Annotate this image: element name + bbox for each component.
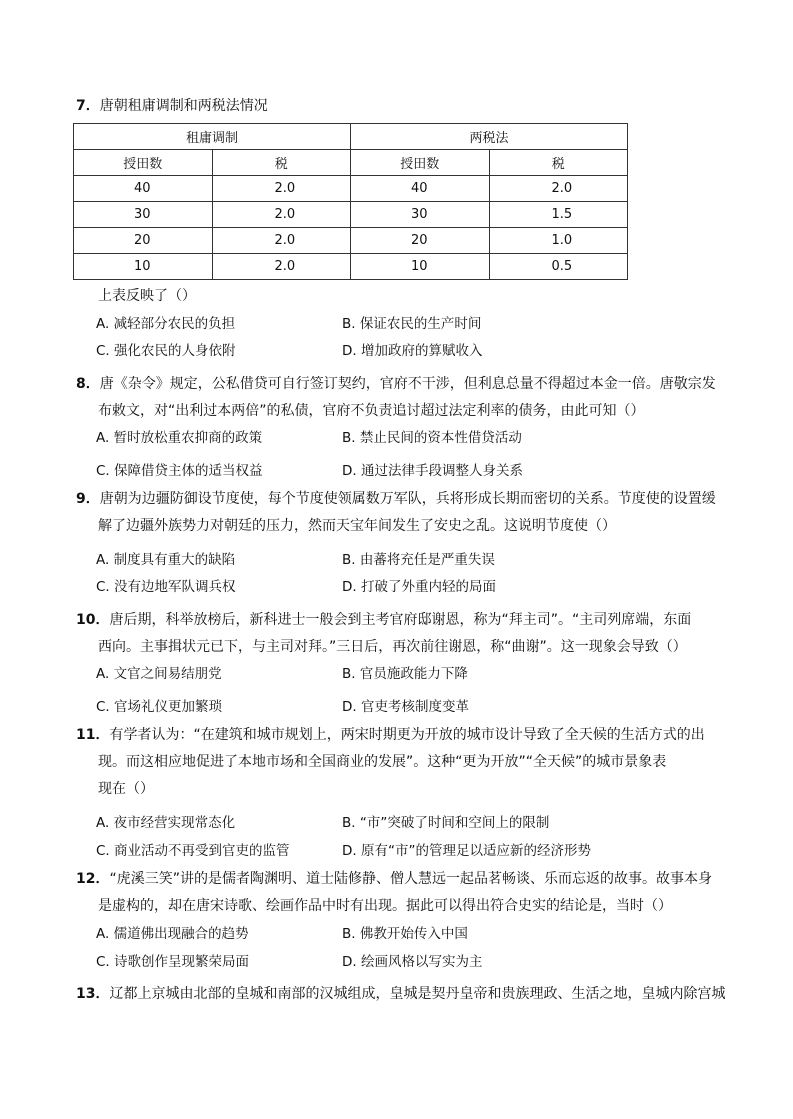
table-cell: 0.5 (489, 254, 628, 280)
option-b[interactable]: B. 佛教开始传入中国 (342, 926, 468, 942)
option-a[interactable]: A. 减轻部分农民的负担 (96, 316, 236, 332)
question-8-line-1 (76, 374, 716, 394)
option-c[interactable]: C. 没有边地军队调兵权 (96, 579, 236, 595)
question-number: 8． (76, 376, 100, 392)
option-b[interactable]: B. 保证农民的生产时间 (342, 316, 482, 332)
question-number: 9． (76, 491, 100, 507)
option-d[interactable]: D. 原有“市”的管理足以适应新的经济形势 (342, 843, 591, 859)
question-7-title (76, 96, 268, 116)
table-subheader-row (74, 150, 628, 176)
option-a[interactable]: A. 文官之间易结朋党 (96, 666, 222, 682)
table-cell: 1.5 (489, 202, 628, 228)
option-c[interactable]: C. 强化农民的人身依附 (96, 343, 236, 359)
question-number: 7． (76, 98, 100, 114)
table-cell: 20 (74, 228, 213, 254)
table-cell: 2.0 (489, 176, 628, 202)
question-text: 有学者认为：“在建筑和城市规划上，两宋时期更为开放的城市设计导致了全天候的生活方式的出 (109, 727, 705, 743)
table-subheader: 税 (489, 150, 628, 176)
option-b[interactable]: B. “市”突破了时间和空间上的限制 (342, 815, 550, 831)
option-d[interactable]: D. 通过法律手段调整人身关系 (342, 463, 523, 479)
question-text: 唐《杂令》规定，公私借贷可自行签订契约，官府不干涉，但利息总量不得超过本金一倍。唐敬宗发 (99, 376, 716, 392)
option-b[interactable]: B. 官员施政能力下降 (342, 666, 468, 682)
question-13-line-1 (76, 984, 725, 1004)
tax-comparison-table (73, 123, 628, 280)
option-b[interactable]: B. 禁止民间的资本性借贷活动 (342, 430, 522, 446)
table-group-header: 租庸调制 (74, 124, 351, 150)
table-cell: 1.0 (489, 228, 628, 254)
question-text: “虎溪三笑”讲的是儒者陶渊明、道士陆修静、僧人慧远一起品茗畅谈、乐而忘返的故事。故事本身 (109, 871, 712, 887)
table-cell: 40 (351, 176, 490, 202)
question-9-line-2: 解了边疆外族势力对朝廷的压力，然而天宝年间发生了安史之乱。这说明节度使（） (98, 518, 616, 534)
table-row (74, 202, 628, 228)
question-11-line-2: 现。而这相应地促进了本地市场和全国商业的发展”。这种“更为开放”“全天候”的城市景象表 (98, 754, 667, 770)
table-cell: 20 (351, 228, 490, 254)
option-b[interactable]: B. 由蕃将充任是严重失误 (342, 552, 495, 568)
table-subheader: 授田数 (351, 150, 490, 176)
question-number: 10． (76, 612, 110, 628)
question-11-line-1 (76, 725, 705, 745)
question-9-line-1 (76, 489, 716, 509)
question-8-line-2: 布敕文，对“出利过本两倍”的私债，官府不负责追讨超过法定利率的债务，由此可知（） (98, 403, 645, 419)
table-subheader: 税 (212, 150, 351, 176)
question-text: 唐朝为边疆防御设节度使，每个节度使领属数万军队，兵将形成长期而密切的关系。节度使的设置缓 (99, 491, 716, 507)
question-text: 辽都上京城由北部的皇城和南部的汉城组成，皇城是契丹皇帝和贵族理政、生活之地，皇城内除宫城 (109, 986, 726, 1002)
table-cell: 30 (351, 202, 490, 228)
question-10-line-2: 西向。主事揖状元已下，与主司对拜。”三日后，再次前往谢恩，称“曲谢”。这一现象会导致（） (98, 639, 687, 655)
table-row (74, 176, 628, 202)
table-group-header: 两税法 (351, 124, 628, 150)
table-cell: 30 (74, 202, 213, 228)
question-12-line-2: 是虚构的，却在唐宋诗歌、绘画作品中时有出现。据此可以得出符合史实的结论是，当时（） (98, 898, 672, 914)
question-12-line-1 (76, 869, 712, 889)
question-text: 唐后期，科举放榜后，新科进士一般会到主考官府邸谢恩，称为“拜主司”。“主司列席端，东面 (109, 612, 692, 628)
table-cell: 2.0 (212, 228, 351, 254)
option-c[interactable]: C. 诗歌创作呈现繁荣局面 (96, 954, 250, 970)
option-a[interactable]: A. 夜市经营实现常态化 (96, 815, 236, 831)
question-text: 唐朝租庸调制和两税法情况 (99, 98, 268, 114)
table-cell: 10 (351, 254, 490, 280)
table-group-header-row (74, 124, 628, 150)
question-number: 12． (76, 871, 110, 887)
option-a[interactable]: A. 制度具有重大的缺陷 (96, 552, 236, 568)
option-d[interactable]: D. 绘画风格以写实为主 (342, 954, 483, 970)
option-a[interactable]: A. 儒道佛出现融合的趋势 (96, 926, 249, 942)
option-d[interactable]: D. 增加政府的算赋收入 (342, 343, 483, 359)
question-11-line-3: 现在（） (98, 781, 154, 797)
option-d[interactable]: D. 打破了外重内轻的局面 (342, 579, 496, 595)
option-c[interactable]: C. 保障借贷主体的适当权益 (96, 463, 263, 479)
table-subheader: 授田数 (74, 150, 213, 176)
option-d[interactable]: D. 官吏考核制度变革 (342, 699, 469, 715)
option-a[interactable]: A. 暂时放松重农抑商的政策 (96, 430, 263, 446)
table-cell: 2.0 (212, 176, 351, 202)
table-row (74, 228, 628, 254)
option-c[interactable]: C. 商业活动不再受到官吏的监管 (96, 843, 290, 859)
question-7-stem: 上表反映了（） (98, 288, 196, 304)
question-number: 13． (76, 986, 110, 1002)
table-cell: 10 (74, 254, 213, 280)
table-cell: 2.0 (212, 202, 351, 228)
question-number: 11． (76, 727, 110, 743)
question-10-line-1 (76, 610, 691, 630)
table-cell: 2.0 (212, 254, 351, 280)
table-cell: 40 (74, 176, 213, 202)
option-c[interactable]: C. 官场礼仪更加繁琐 (96, 699, 223, 715)
table-row (74, 254, 628, 280)
